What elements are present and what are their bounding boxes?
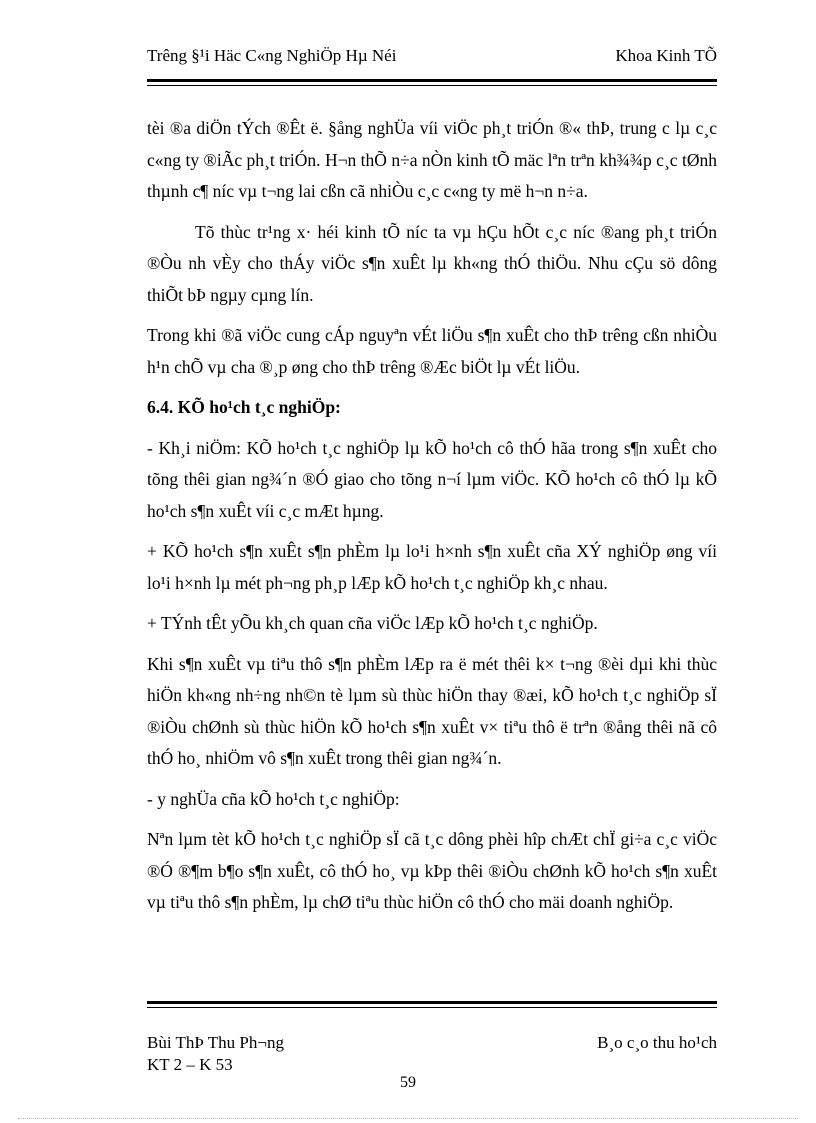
page-header [147, 46, 717, 66]
header-rule-thin [147, 85, 717, 86]
paragraph: - y nghÜa cña kÕ ho¹ch t¸c nghiÖp: [147, 788, 400, 809]
paragraph: + KÕ ho¹ch s¶n xuÊt s¶n phÈm lµ lo¹i h×nh s¶n xuÊt cña XÝ nghiÖp øng víi lo¹i h×nh lµ mét ph¬ng ph¸p lÆp kÕ ho¹ch t¸c nghiÖp kh¸c nhau. [147, 541, 717, 593]
header-school: Trêng §¹i Häc C«ng NghiÖp Hµ Néi [147, 46, 397, 65]
paragraph: Nªn lµm tèt kÕ ho¹ch t¸c nghiÖp sÏ cã t¸c dông phèi hîp chÆt chÏ gi÷a c¸c viÖc ®Ó ®¶m b¶o s¶n xuÊt, cô thÓ ho¸ vµ kÞp thêi ®iÒu chØnh kÕ ho¹ch s¶n xuÊt vµ tiªu thô s¶n phÈm, lµ chØ tiªu thùc hiÖn cô thÓ cho mäi doanh nghiÖp. [147, 829, 717, 912]
footer-author: Bùi ThÞ Thu Ph¬ng [147, 1033, 284, 1052]
paragraph: tèi ®a diÖn tÝch ®Êt ë. §ång nghÜa víi viÖc ph¸t triÓn ®« thÞ, trung c lµ c¸c c«ng ty ®iÃc ph¸t triÓn. H¬n thÕ n÷a nÒn kinh tÕ mäc lªn trªn kh¾¾p c¸c tØnh thµnh c¶ níc vµ t¬ng lai cßn cã nhiÒu c¸c c«ng ty më h¬n n÷a. [147, 118, 717, 201]
footer-rule-thick [147, 1001, 717, 1004]
body-text [147, 113, 717, 928]
page-number: 59 [400, 1074, 416, 1091]
paragraph: - Kh¸i niÖm: KÕ ho¹ch t¸c nghiÖp lµ kÕ ho¹ch cô thÓ hãa trong s¶n xuÊt cho tõng thêi gian ng¾´n ®Ó giao cho tõng n¬í lµm viÖc. KÕ ho¹ch cô thÓ lµ kÕ ho¹ch s¶n xuÊt víi c¸c mÆt hµng. [147, 437, 717, 521]
footer-class: KT 2 – K 53 [147, 1055, 233, 1074]
paragraph: Tõ thùc tr¹ng x· héi kinh tÕ níc ta vµ hÇu hÕt c¸c níc ®ang ph¸t triÓn ®Òu nh vÈy cho thÁy viÖc s¶n xuÊt lµ kh«ng thÓ thiÖu. Nhu cÇu sö dông thiÕt bÞ ngµy cµng lín. [147, 221, 717, 305]
header-faculty: Khoa Kinh TÕ [615, 46, 717, 65]
paragraph: + TÝnh tÊt yÕu kh¸ch quan cña viÖc lÆp kÕ ho¹ch t¸c nghiÖp. [147, 613, 598, 633]
section-heading: 6.4. KÕ ho¹ch t¸c nghiÖp: [147, 397, 341, 417]
footer-author-block [147, 1032, 284, 1076]
footer-rule-thin [147, 1007, 717, 1008]
footer-report-title: B¸o c¸o thu ho¹ch [597, 1033, 717, 1052]
paragraph: Khi s¶n xuÊt vµ tiªu thô s¶n phÈm lÆp ra ë mét thêi k× t¬ng ®èi dµi khi thùc hiÖn kh«ng nh÷ng nh©n tè lµm sù thùc hiÖn thay ®æi, kÕ ho¹ch t¸c nghiÖp sÏ ®iÒu chØnh sù thùc hiÖn kÕ ho¹ch s¶n xuÊt v× tiªu thô ë trªn ®ång thêi nã cô thÓ ho¸ nhiÖm vô s¶n xuÊt trong thêi gian ng¾´n. [147, 653, 717, 768]
paragraph: Trong khi ®ã viÖc cung cÁp nguyªn vÉt liÖu s¶n xuÊt cho thÞ trêng cßn nhiÒu h¹n chÕ vµ cha ®¸p øng cho thÞ trêng ®Æc biÖt lµ vÉt liÖu. [147, 325, 717, 377]
header-rule-thick [147, 79, 717, 82]
page-edge-dotted-line [18, 1118, 798, 1119]
